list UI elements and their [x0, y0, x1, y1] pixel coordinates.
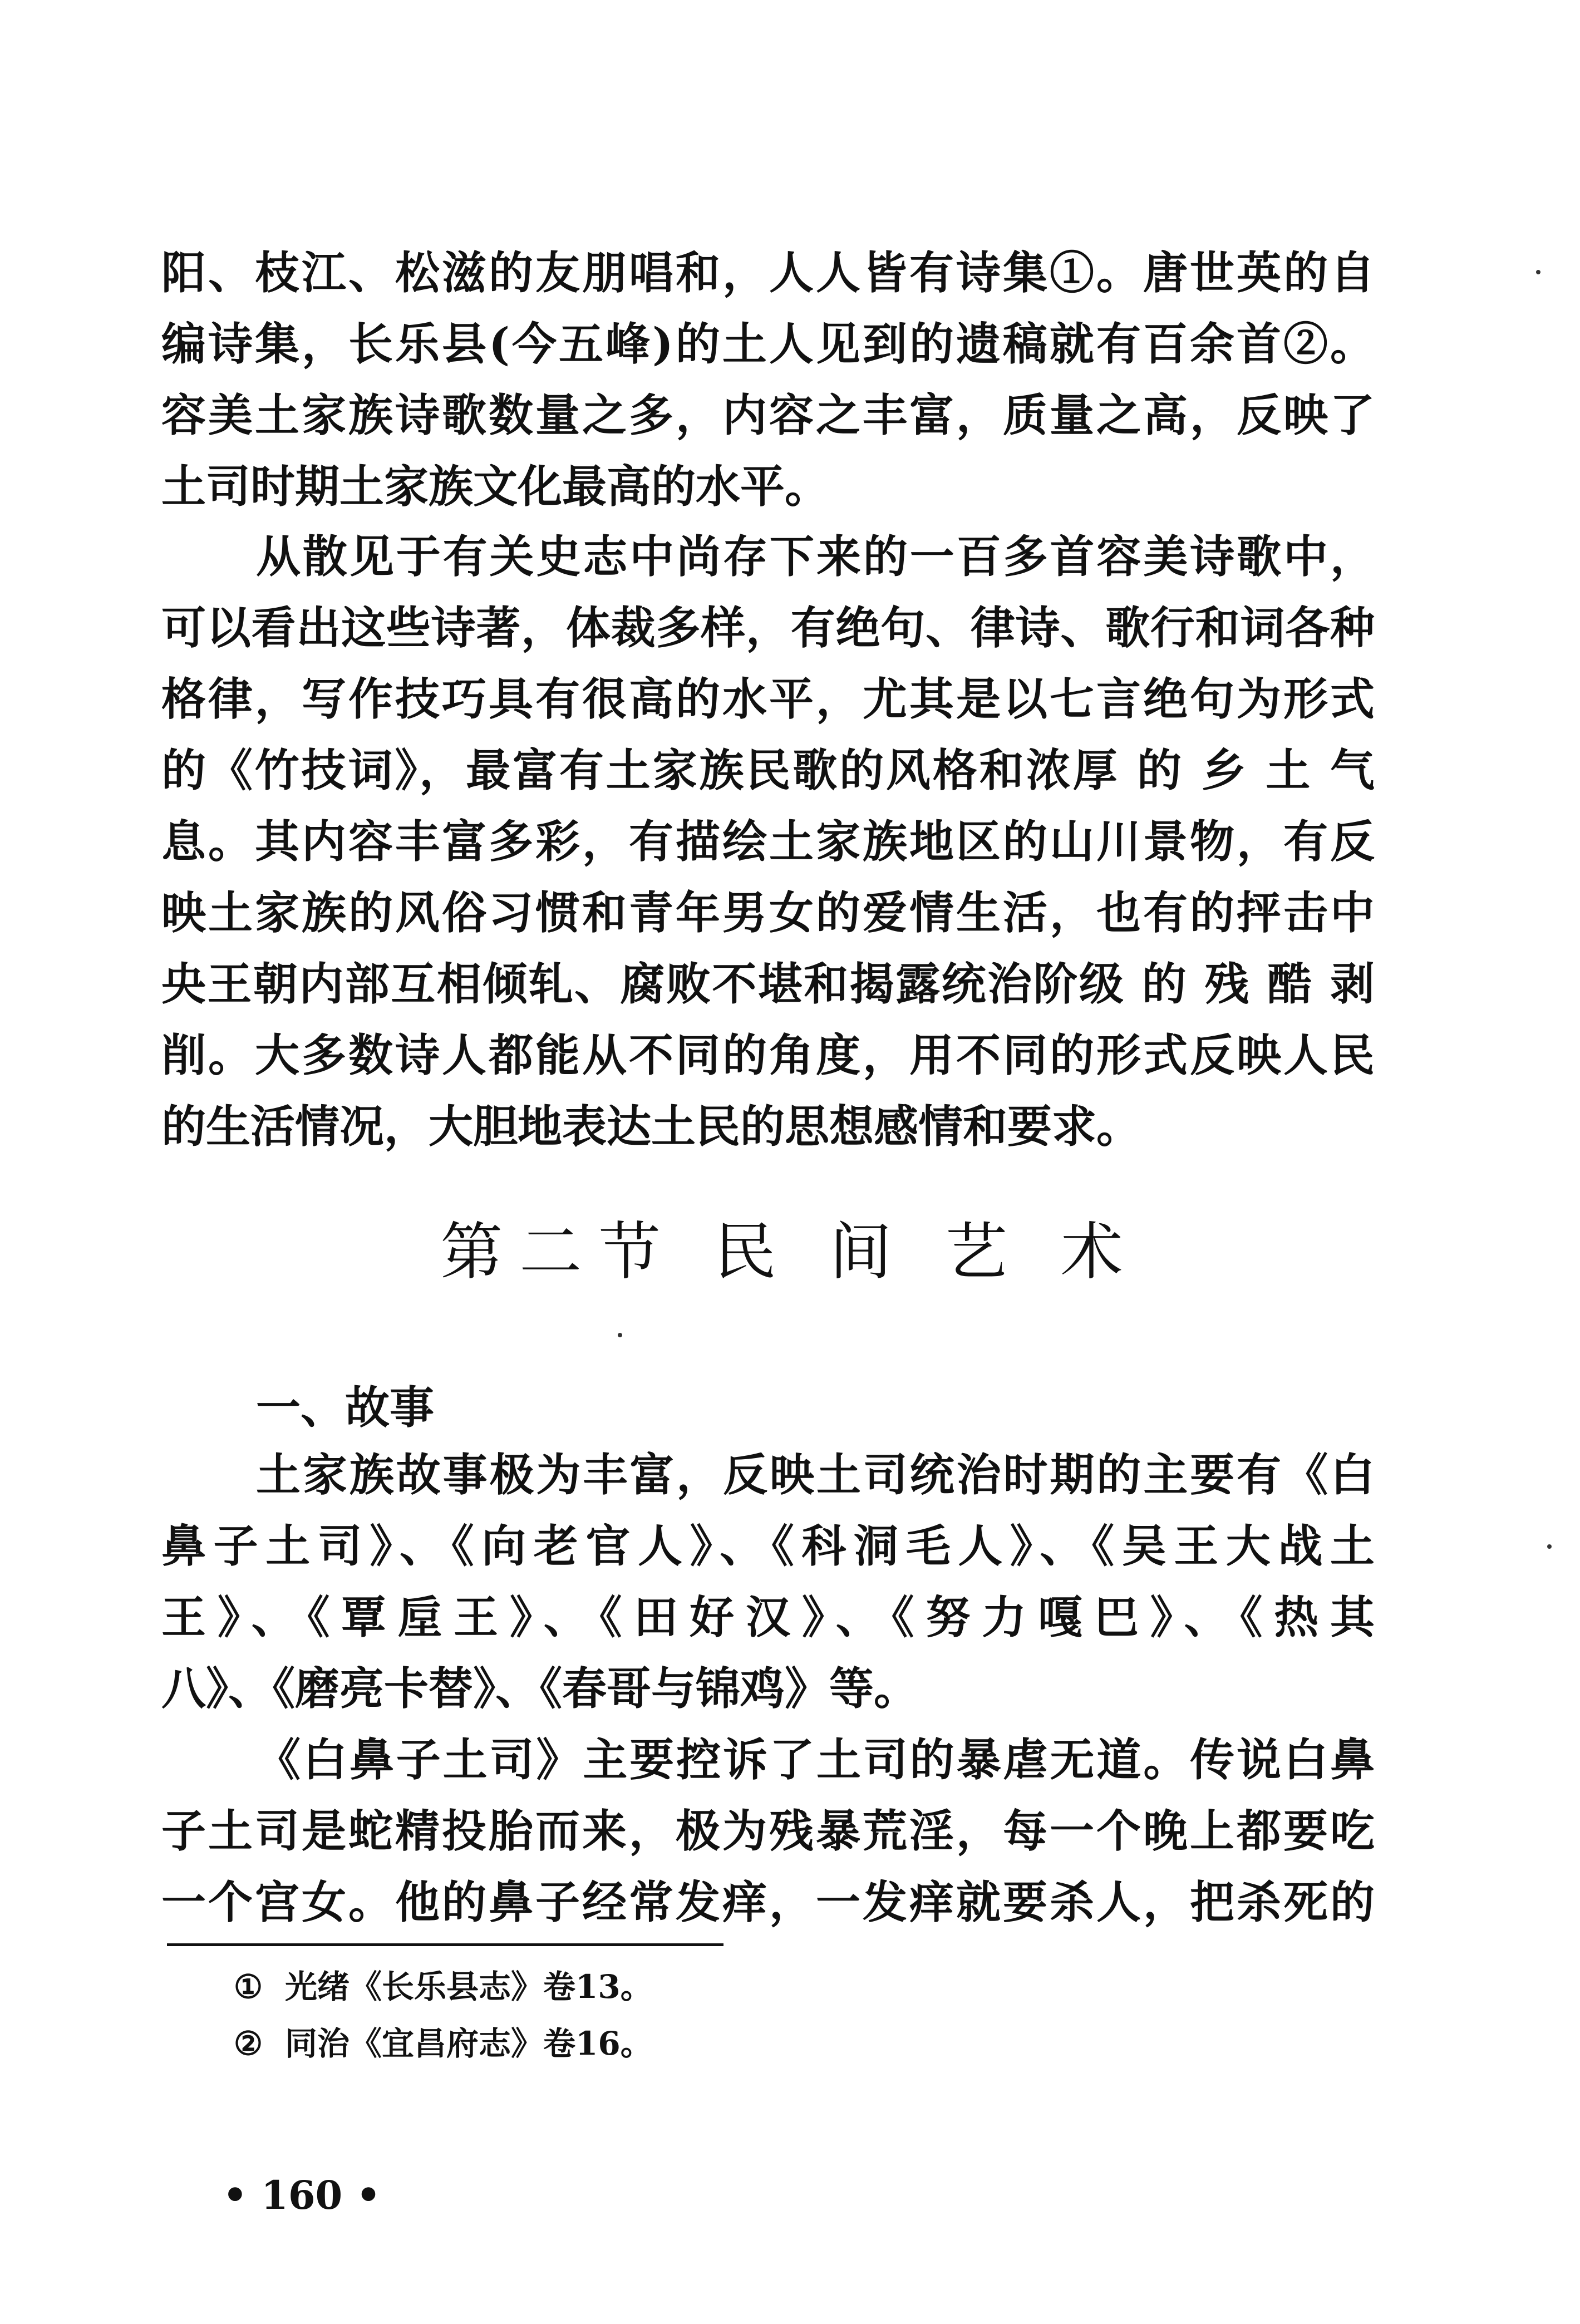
scan-speck [1547, 1544, 1552, 1549]
text-line: 格律，写作技巧具有很高的水平，尤其是以七言绝句为形式 [161, 673, 1375, 725]
text-line: 从散见于有关史志中尚存下来的一百多首容美诗歌中， [256, 530, 1375, 583]
subheading: 一、故事 [256, 1382, 434, 1434]
text-line: 《白鼻子土司》主要控诉了土司的暴虐无道。传说白鼻 [256, 1734, 1375, 1786]
text-line: 编诗集，长乐县(今五峰)的土人见到的遗稿就有百余首②。 [161, 318, 1375, 370]
text-line: 一个宫女。他的鼻子经常发痒，一发痒就要杀人，把杀死的 [161, 1876, 1375, 1928]
section-title: 第二节 民 间 艺 术 [440, 1216, 1140, 1288]
footnote [234, 1964, 653, 2009]
text-line: 容美土家族诗歌数量之多，内容之丰富，质量之高，反映了 [161, 389, 1375, 441]
text-line: 映土家族的风俗习惯和青年男女的爱情生活，也有的抨击中 [161, 887, 1375, 939]
text-line: 子土司是蛇精投胎而来，极为残暴荒淫，每一个晚上都要吃 [161, 1805, 1375, 1857]
text-line: 阳、枝江、松滋的友朋唱和，人人皆有诗集①。唐世英的自 [161, 247, 1375, 299]
footnote-marker: ② [234, 2025, 263, 2062]
text-line: 可以看出这些诗著，体裁多样，有绝句、律诗、歌行和词各种 [161, 602, 1375, 654]
text-line: 土家族故事极为丰富，反映土司统治时期的主要有《白 [256, 1449, 1375, 1501]
scan-speck [618, 1333, 622, 1337]
text-line: 削。大多数诗人都能从不同的角度，用不同的形式反映人民 [161, 1029, 1375, 1081]
footnote-text: 同治《宜昌府志》卷16。 [285, 2025, 653, 2062]
text-line: 土司时期土家族文化最高的水平。 [161, 460, 829, 513]
text-line: 鼻子土司》、《向老官人》、《科洞毛人》、《吴王大战土 [161, 1520, 1375, 1572]
footnote-divider [167, 1943, 723, 1946]
text-line: 的《竹技词》，最富有土家族民歌的风格和浓厚 的 乡 土 气 [161, 744, 1375, 796]
text-line: 的生活情况，大胆地表达土民的思想感情和要求。 [161, 1100, 1141, 1153]
text-line: 央王朝内部互相倾轧、腐败不堪和揭露统治阶级 的 残 酷 剥 [161, 958, 1375, 1010]
scan-speck [1536, 270, 1540, 274]
footnote-text: 光绪《长乐县志》卷13。 [285, 1968, 653, 2006]
text-line: 息。其内容丰富多彩，有描绘土家族地区的山川景物，有反 [161, 815, 1375, 868]
text-line: 王》、《覃垕王》、《田好汉》、《努力嘎巴》、《热其 [161, 1591, 1375, 1643]
footnote-marker: ① [234, 1968, 263, 2006]
footnote [234, 2021, 653, 2066]
page-number: • 160 • [223, 2172, 381, 2218]
text-line: 八》、《磨亮卡替》、《春哥与锦鸡》等。 [161, 1662, 918, 1715]
